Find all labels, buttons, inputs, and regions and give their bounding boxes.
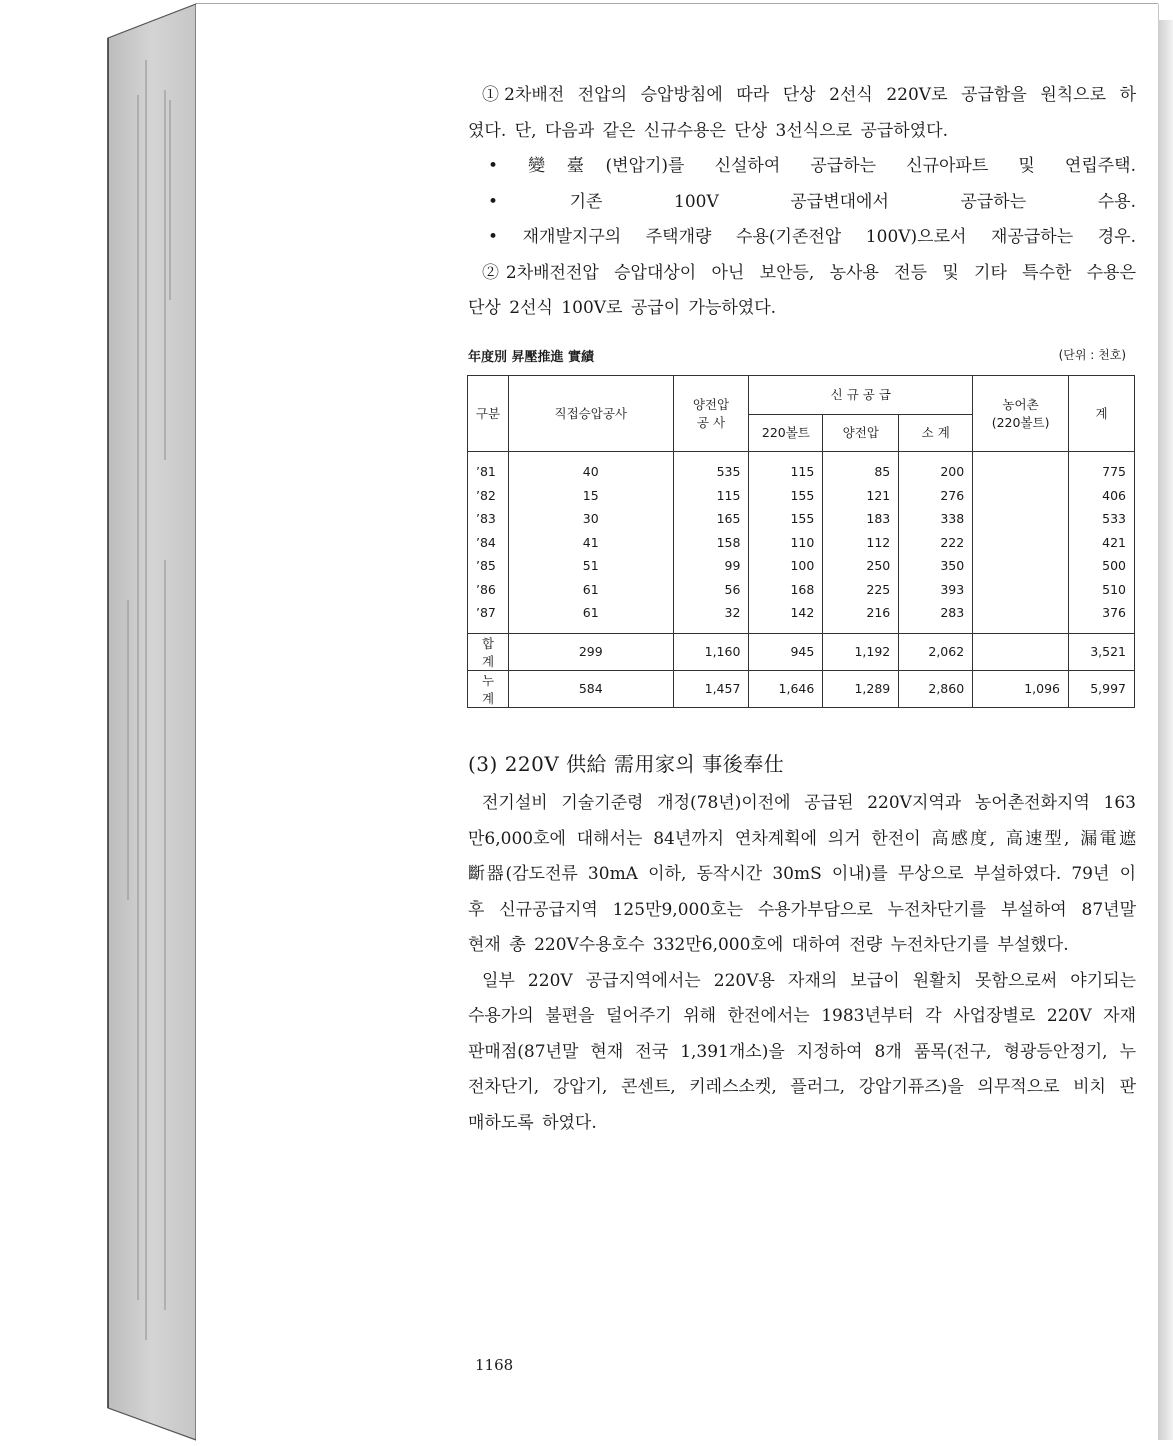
cell-rural <box>973 578 1069 602</box>
text-line: 전차단기, 강압기, 콘센트, 키레스소켓, 플러그, 강압기퓨즈)을 의무적으로 비치 판 <box>468 1077 1136 1097</box>
cell-220v: 168 <box>749 578 823 602</box>
cell-yang: 115 <box>673 484 749 508</box>
cell-subtotal: 222 <box>899 531 973 555</box>
cell-subtotal: 338 <box>899 507 973 531</box>
text-line: 후 신규공급지역 125만9,000호는 수용가부담으로 누전차단기를 부설하여 87년말 <box>468 899 1136 920</box>
cell-total: 533 <box>1069 507 1135 531</box>
header-gubun: 구분 <box>468 376 509 452</box>
bullet-item: • 變臺(변압기)를 신설하여 공급하는 신규아파트 및 연립주택. <box>488 156 1136 176</box>
cell-yang: 99 <box>673 554 749 578</box>
cell-label: 합계 <box>468 633 509 670</box>
cell-new-yang: 112 <box>823 531 899 555</box>
cell-direct: 41 <box>508 531 673 555</box>
cell-year: ’81 <box>468 452 509 484</box>
table-title: 年度別 昇壓推進 實績 <box>468 350 595 365</box>
cell-yang: 1,160 <box>673 633 749 670</box>
cell-total: 406 <box>1069 484 1135 508</box>
header-subtotal: 소 계 <box>899 415 973 452</box>
cell-subtotal: 2,860 <box>899 670 973 707</box>
cell-220v: 110 <box>749 531 823 555</box>
cell-new-yang: 121 <box>823 484 899 508</box>
cell-rural <box>973 601 1069 633</box>
cell-220v: 155 <box>749 484 823 508</box>
cell-rural <box>973 633 1069 670</box>
bullet-item: • 기존 100V 공급변대에서 공급하는 수용. <box>488 191 1136 212</box>
cell-subtotal: 283 <box>899 601 973 633</box>
sum-row <box>468 633 1135 670</box>
cell-new-yang: 85 <box>823 452 899 484</box>
cell-new-yang: 1,192 <box>823 633 899 670</box>
header-rural-line1: 농어촌 <box>1002 396 1039 412</box>
cell-yang: 32 <box>673 601 749 633</box>
text-line: 전기설비 기술기준령 개정(78년)이전에 공급된 220V지역과 농어촌전화지역 163 <box>482 793 1136 813</box>
cell-220v: 945 <box>749 633 823 670</box>
header-yang-line2: 공 사 <box>696 414 726 430</box>
cell-direct: 584 <box>508 670 673 707</box>
cell-220v: 155 <box>749 507 823 531</box>
cell-220v: 1,646 <box>749 670 823 707</box>
table-row <box>468 578 1135 602</box>
cell-220v: 100 <box>749 554 823 578</box>
table-row <box>468 507 1135 531</box>
bullet-item: • 재개발지구의 주택개량 수용(기존전압 100V)으로서 재공급하는 경우. <box>488 227 1136 247</box>
cell-rural <box>973 452 1069 484</box>
cumulative-row <box>468 670 1135 707</box>
cell-year: ’83 <box>468 507 509 531</box>
cell-total: 376 <box>1069 601 1135 633</box>
cell-yang: 158 <box>673 531 749 555</box>
text-line: ①2차배전 전압의 승압방침에 따라 단상 2선식 220V로 공급함을 원칙으로 하 <box>482 85 1136 105</box>
cell-subtotal: 200 <box>899 452 973 484</box>
header-new-supply: 신 규 공 급 <box>749 376 973 415</box>
cell-subtotal: 2,062 <box>899 633 973 670</box>
cell-yang: 1,457 <box>673 670 749 707</box>
cell-direct: 40 <box>508 452 673 484</box>
page-number: 1168 <box>475 1356 514 1374</box>
cell-direct: 61 <box>508 601 673 633</box>
text-line: 斷器(감도전류 30mA 이하, 동작시간 30mS 이내)를 무상으로 부설하였다. 79년 이 <box>468 864 1136 884</box>
cell-direct: 30 <box>508 507 673 531</box>
table-unit: (단위 : 천호) <box>1058 348 1126 362</box>
cell-220v: 142 <box>749 601 823 633</box>
page-shadow <box>1158 20 1173 1440</box>
cell-new-yang: 1,289 <box>823 670 899 707</box>
cell-rural <box>973 531 1069 555</box>
table-row <box>468 601 1135 633</box>
year-rows <box>468 452 1135 634</box>
text-line: 수용가의 불편을 덜어주기 위해 한전에서는 1983년부터 각 사업장별로 220V 자재 <box>468 1006 1136 1026</box>
cell-new-yang: 216 <box>823 601 899 633</box>
cell-total: 5,997 <box>1069 670 1135 707</box>
cell-subtotal: 350 <box>899 554 973 578</box>
cell-subtotal: 276 <box>899 484 973 508</box>
header-yang <box>673 376 749 452</box>
cell-rural <box>973 554 1069 578</box>
cell-yang: 56 <box>673 578 749 602</box>
data-table <box>467 375 1135 708</box>
header-new-yang: 양전압 <box>823 415 899 452</box>
header-rural-line2: (220볼트) <box>991 414 1050 430</box>
header-direct: 직접승압공사 <box>508 376 673 452</box>
text-line: 단상 2선식 100V로 공급이 가능하였다. <box>468 298 777 318</box>
cell-direct: 15 <box>508 484 673 508</box>
cell-label: 누계 <box>468 670 509 707</box>
cell-year: ’85 <box>468 554 509 578</box>
cell-new-yang: 250 <box>823 554 899 578</box>
cell-total: 500 <box>1069 554 1135 578</box>
cell-year: ’86 <box>468 578 509 602</box>
header-yang-line1: 양전압 <box>692 396 730 412</box>
cell-yang: 535 <box>673 452 749 484</box>
header-220v: 220볼트 <box>749 415 823 452</box>
text-line: ②2차배전전압 승압대상이 아닌 보안등, 농사용 전등 및 기타 특수한 수용은 <box>482 262 1136 283</box>
table-row <box>468 554 1135 578</box>
section-heading: (3) 220V 供給 需用家의 事後奉仕 <box>468 752 785 776</box>
cell-yang: 165 <box>673 507 749 531</box>
intro-paragraph <box>468 78 1136 327</box>
cell-direct: 51 <box>508 554 673 578</box>
text-line: 현재 총 220V수용호수 332만6,000호에 대하여 전량 누전차단기를 부설했다. <box>468 935 1069 955</box>
cell-year: ’87 <box>468 601 509 633</box>
cell-year: ’82 <box>468 484 509 508</box>
header-rural <box>973 376 1069 452</box>
text-line: 판매점(87년말 현재 전국 1,391개소)을 지정하여 8개 품목(전구, 형광등안정기, 누 <box>468 1041 1136 1062</box>
cell-rural <box>973 507 1069 531</box>
text-line: 만6,000호에 대해서는 84년까지 연차계획에 의거 한전이 高感度, 高速型, 漏電遮 <box>468 828 1136 849</box>
cell-total: 510 <box>1069 578 1135 602</box>
cell-subtotal: 393 <box>899 578 973 602</box>
table-row <box>468 531 1135 555</box>
cell-total: 3,521 <box>1069 633 1135 670</box>
cell-new-yang: 183 <box>823 507 899 531</box>
table-row <box>468 452 1135 484</box>
table-caption <box>468 346 1136 365</box>
cell-total: 775 <box>1069 452 1135 484</box>
cell-total: 421 <box>1069 531 1135 555</box>
cell-rural <box>973 484 1069 508</box>
text-line: 였다. 단, 다음과 같은 신규수용은 단상 3선식으로 공급하였다. <box>468 120 948 141</box>
table-row <box>468 484 1135 508</box>
cell-direct: 299 <box>508 633 673 670</box>
text-line: 매하도록 하였다. <box>468 1112 597 1133</box>
cell-new-yang: 225 <box>823 578 899 602</box>
cell-direct: 61 <box>508 578 673 602</box>
cell-rural: 1,096 <box>973 670 1069 707</box>
header-total: 계 <box>1069 376 1135 452</box>
text-line: 일부 220V 공급지역에서는 220V용 자재의 보급이 원활치 못함으로써 야기되는 <box>482 970 1136 991</box>
cell-year: ’84 <box>468 531 509 555</box>
cell-220v: 115 <box>749 452 823 484</box>
section-paragraph-1 <box>468 786 1136 1141</box>
